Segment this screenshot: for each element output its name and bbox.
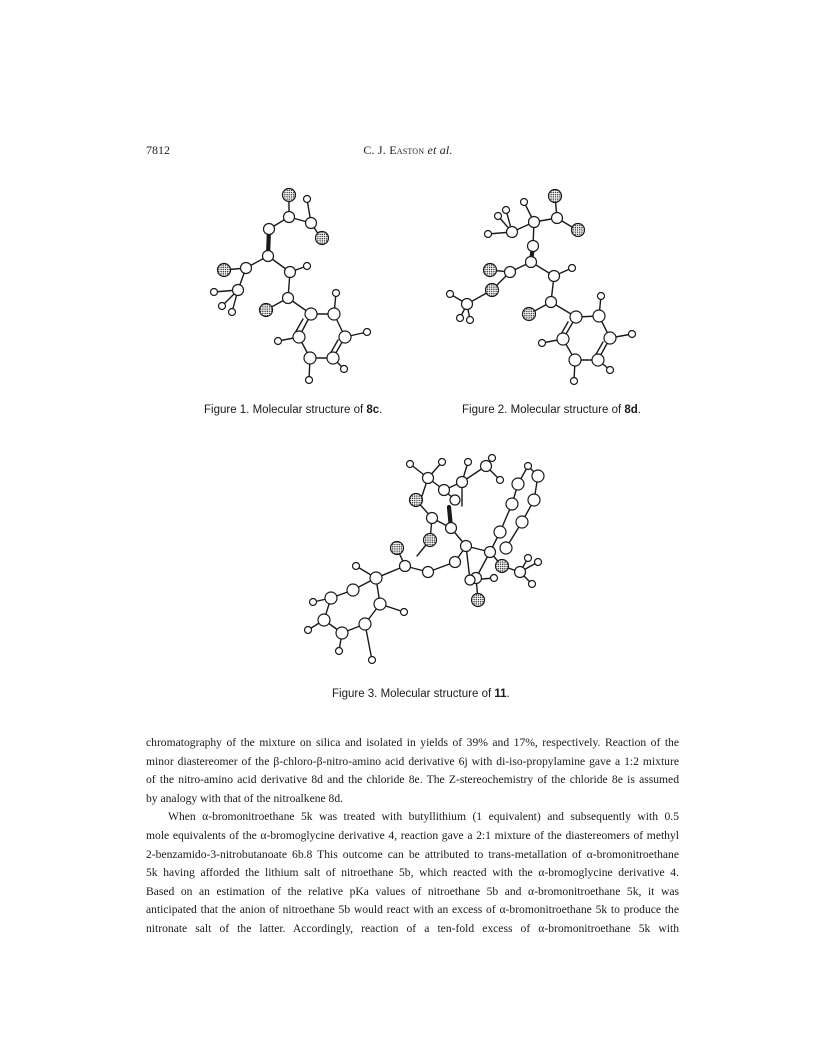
- body-line: mole equivalents of the α-bromoglycine derivative 4, reaction gave a 2:1 mixture of the diastereomers of methyl: [146, 828, 679, 842]
- body-line: When α-bromonitroethane 5k was treated with butyllithium (1 equivalent) and subsequently with 0.5: [168, 810, 679, 824]
- running-head-authors: C. J. Easton: [363, 143, 425, 157]
- body-line: minor diastereomer of the β-chloro-β-nitro-amino acid derivative 6j with di-iso-propylamine gave a 1:2 mixture: [146, 754, 679, 768]
- figure-1-caption: Figure 1. Molecular structure of 8c.: [204, 404, 383, 416]
- body-line: nitronate salt of the latter. Accordingly, reaction of a ten-fold excess of α-bromonitroethane 5k with: [146, 921, 679, 935]
- body-line: of the nitro-amino acid derivative 8d and the chloride 8e. The Z-stereochemistry of the chloride 8e is assumed: [146, 773, 679, 787]
- page-number: 7812: [146, 143, 170, 157]
- figure-3-caption: Figure 3. Molecular structure of 11.: [332, 688, 510, 700]
- body-line: 5k having afforded the lithium salt of nitroethane 5b, which reacted with the α-bromoglycine derivative 4.: [146, 866, 679, 880]
- body-line: by analogy with that of the nitroalkene 8d.: [146, 791, 344, 805]
- body-line: chromatography of the mixture on silica and isolated in yields of 39% and 17%, respectively. Reaction of the: [146, 736, 679, 749]
- body-line: 2-benzamido-3-nitrobutanoate 6b.8 This outcome can be attributed to trans-metallation of α-bromonitroethane: [146, 847, 679, 861]
- figure-2-caption: Figure 2. Molecular structure of 8d.: [462, 404, 641, 416]
- body-line: anticipated that the anion of nitroethane 5b would react with an excess of α-bromonitroethane 5k to produce the: [146, 903, 679, 917]
- body-line: Based on an estimation of the relative pKa values of nitroethane 5b and α-bromonitroethane 5k, it was: [146, 884, 679, 898]
- running-head-etal: et al.: [427, 143, 453, 157]
- body-text: [146, 734, 679, 939]
